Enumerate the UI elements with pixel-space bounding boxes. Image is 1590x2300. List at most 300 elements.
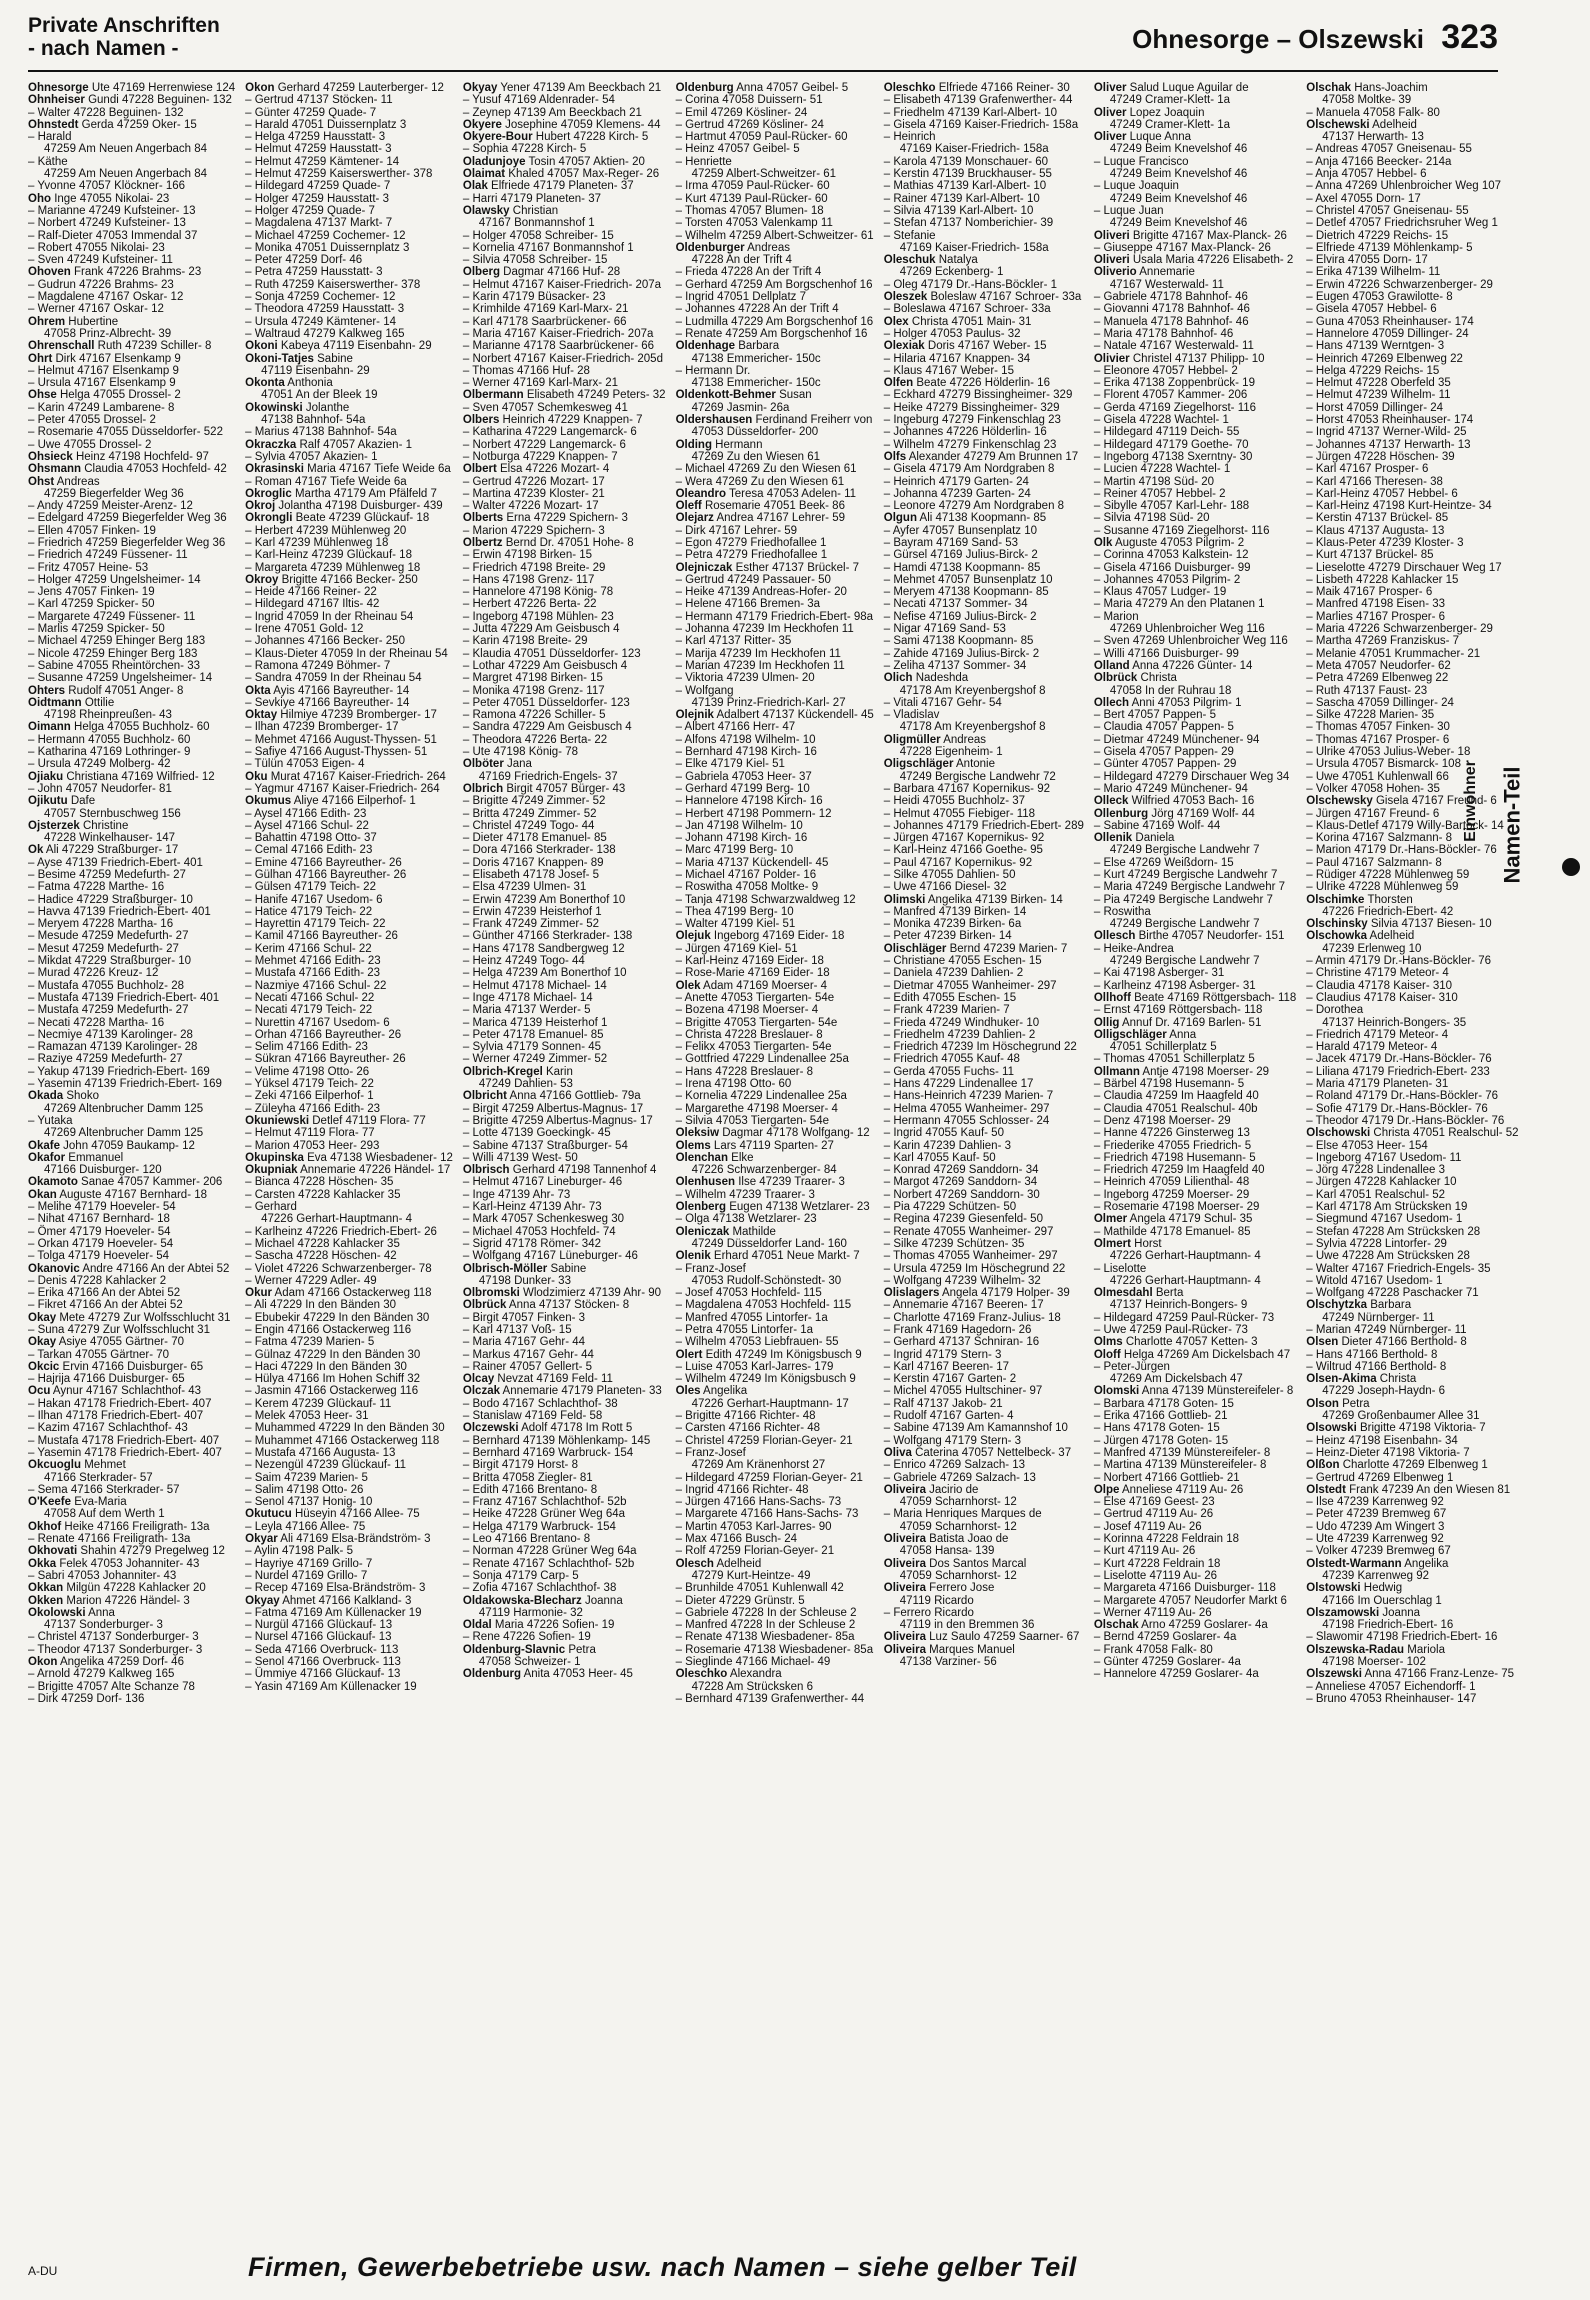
directory-entry: – Bernhard 47139 Grafenwerther- 44 (675, 1692, 865, 1705)
directory-entry: Olson Petra (1306, 1397, 1370, 1410)
directory-entry: Okka Felek 47053 Johanniter- 43 (28, 1557, 200, 1570)
directory-entry: – Saim 47239 Marien- 5 (245, 1471, 368, 1484)
directory-entry: Olmesdahl Berta (1093, 1287, 1184, 1300)
directory-entry: Olak Elfriede 47179 Planeten- 37 (462, 180, 634, 193)
directory-entry: – Udo 47239 Am Wingert 3 (1306, 1520, 1445, 1533)
directory-entry: – Renate 47166 Freiligrath- 13a (28, 1533, 191, 1546)
directory-entry: Olert Edith 47249 Im Königsbusch 9 (675, 1348, 862, 1361)
directory-entry: Oleschuk Natalya (883, 254, 978, 267)
directory-entry: Oliva Caterina 47057 Nettelbeck- 37 (883, 1446, 1072, 1459)
directory-entry: – Rene 47226 Sofien- 19 (462, 1631, 591, 1644)
directory-entry: – Gerhard 47137 Schniran- 16 (883, 1336, 1040, 1349)
directory-entry: – Harald (28, 131, 72, 144)
directory-entry: – Mesut 47259 Medefurth- 27 (28, 942, 179, 955)
directory-entry: 47198 Dunker- 33 (478, 1274, 571, 1287)
directory-entry: – Frank 47239 Marien- 7 (883, 1004, 1010, 1017)
directory-entry: – Claudia 47178 Kaiser- 310 (1306, 979, 1453, 992)
directory-entry: – Ute 47198 König- 78 (462, 746, 578, 759)
section-heading-line2: - nach Namen - (28, 37, 179, 60)
directory-entry: – Helmut 47055 Fiebiger- 118 (883, 807, 1036, 820)
directory-entry: – Gisela 47057 Pappen- 29 (1093, 746, 1234, 759)
page-title (1132, 18, 1498, 57)
directory-entry: – Petra 47259 Hausstatt- 3 (245, 266, 383, 279)
directory-entry: – Theodora 47226 Berta- 22 (462, 733, 608, 746)
directory-entry: – Bozena 47198 Moerser- 4 (675, 1004, 819, 1017)
directory-entry: Oidtmann Ottilie (28, 696, 115, 709)
directory-entry: 47226 Gerhart-Hauptmann- 4 (1109, 1250, 1261, 1263)
directory-entry: – Natale 47167 Westerwald- 11 (1093, 340, 1254, 353)
directory-entry: – Vitali 47167 Gehr- 54 (883, 696, 1002, 709)
directory-entry: Oldershausen Ferdinand Freiherr von (675, 414, 873, 427)
directory-entry: – Eleonore 47057 Hebbel- 2 (1093, 364, 1238, 377)
directory-entry: 47166 Duisburger- 120 (44, 1164, 162, 1177)
directory-entry: – Magdalene 47167 Oskar- 12 (28, 291, 184, 304)
directory-entry: – Roswitha (1093, 905, 1151, 918)
directory-entry: – Gabriele 47269 Salzach- 13 (883, 1471, 1036, 1484)
directory-entry: Ocu Aynur 47167 Schlachthof- 43 (28, 1385, 202, 1398)
directory-entry: – Christel 47057 Gneisenau- 55 (1306, 204, 1469, 217)
directory-entry: Olejnik Adalbert 47137 Kückendell- 45 (675, 709, 874, 722)
directory-entry: – Rose-Marie 47169 Eider- 18 (675, 967, 830, 980)
directory-entry: – Helga 47179 Warbruck- 154 (462, 1520, 616, 1533)
directory-entry: – Peter 47259 Dorf- 46 (245, 254, 363, 267)
directory-entry: – Gisela 47166 Duisburger- 99 (1093, 561, 1251, 574)
directory-entry: – Margot 47269 Sanddorn- 34 (883, 1176, 1038, 1189)
directory-entry: 47198 Friedrich-Ebert- 16 (1322, 1619, 1454, 1632)
directory-entry: – Ingeborg 47167 Usedom- 11 (1306, 1151, 1462, 1164)
directory-entry: – Silke 47055 Dahlien- 50 (883, 869, 1016, 881)
directory-entry: – Necati 47228 Martha- 16 (28, 1016, 165, 1029)
directory-entry: Okcuoglu Mehmet (28, 1459, 126, 1472)
directory-entry: – Gertrud 47137 Stöcken- 11 (245, 94, 393, 107)
directory-entry: – Mesude 47259 Medefurth- 27 (28, 930, 189, 943)
directory-entry: Olk Auguste 47053 Pilgrim- 2 (1093, 536, 1245, 549)
directory-entry: Olsowski Brigitte 47198 Viktoria- 7 (1306, 1422, 1486, 1435)
directory-entry: 47198 Moerser- 102 (1322, 1656, 1426, 1668)
directory-entry: – Bernhard 47169 Warbruck- 154 (462, 1446, 634, 1459)
directory-entry: – Manfred 47139 Münstereifeler- 8 (1093, 1446, 1271, 1459)
directory-entry: – Maria 47167 Kaiser-Friedrich- 207a (462, 327, 654, 340)
directory-entry: – Züleyha 47166 Edith- 23 (245, 1102, 381, 1115)
directory-entry: – Maria Henriques Marques de (883, 1508, 1042, 1521)
directory-entry: – Herbert 47239 Mühlenweg 20 (245, 524, 407, 537)
directory-entry: – Brunhilde 47051 Kuhlenwall 42 (675, 1582, 844, 1595)
directory-entry: – Waltraud 47279 Kalkweg 165 (245, 327, 405, 340)
directory-entry: – Brigitte 47259 Albertus-Magnus- 17 (462, 1114, 653, 1127)
directory-entry: – Corinna 47053 Kalkstein- 12 (1093, 549, 1249, 562)
directory-entry: – Mustafa 47166 Edith- 23 (245, 967, 381, 980)
directory-entry: Oldenburg Anita 47053 Heer- 45 (462, 1668, 633, 1681)
directory-entry: – Heike 47139 Andreas-Hofer- 20 (675, 586, 847, 599)
directory-entry: – Emil 47269 Kösliner- 24 (675, 106, 808, 119)
directory-entry: Ollmann Antje 47198 Moerser- 29 (1093, 1065, 1270, 1078)
directory-entry: – Frieda 47228 An der Trift 4 (675, 266, 822, 279)
directory-entry: Okken Marion 47226 Händel- 3 (28, 1594, 190, 1607)
directory-entry: – Jacek 47179 Dr.-Hans-Böckler- 76 (1306, 1053, 1492, 1066)
directory-entry: Olsen-Akima Christa (1306, 1373, 1417, 1386)
directory-column (463, 82, 666, 2162)
directory-entry: – Margareta 47239 Mühlenweg 18 (245, 561, 421, 574)
directory-entry: – Hildegard 47179 Goethe- 70 (1093, 438, 1249, 451)
directory-entry: – Stanislaw 47169 Feld- 58 (462, 1410, 603, 1423)
directory-entry: – Theodor 47137 Sonderburger- 3 (28, 1643, 203, 1656)
directory-entry: – Kerstin 47139 Bruckhauser- 55 (883, 168, 1052, 181)
directory-entry: – Sylvia 47057 Akazien- 1 (245, 450, 378, 463)
directory-entry: Okoni-Tatjes Sabine (245, 352, 353, 365)
directory-entry: – Käthe (28, 155, 68, 168)
directory-entry: Okupinska Eva 47138 Wiesbadener- 12 (245, 1151, 453, 1164)
directory-column (1094, 82, 1296, 2162)
directory-entry: – Ralf-Dieter 47053 Immendal 37 (28, 229, 198, 242)
directory-entry: 47226 Gerhart-Hauptmann- 4 (1109, 1274, 1261, 1287)
directory-entry: – Marion (1093, 610, 1139, 623)
directory-entry: – Felikx 47053 Tiergarten- 54e (675, 1041, 832, 1054)
directory-entry: – Theodor 47179 Dr.-Hans-Böckler- 76 (1306, 1114, 1505, 1127)
directory-entry: – Sandra 47229 Am Geisbusch 4 (462, 721, 632, 734)
directory-column (884, 82, 1084, 2162)
directory-entry: Olding Hermann (675, 438, 763, 451)
directory-entry: Okrongli Beate 47239 Glückauf- 18 (245, 512, 430, 525)
directory-entry: – Günter 47057 Pappen- 29 (1093, 758, 1237, 771)
directory-entry: – Luque Francisco (1093, 155, 1189, 168)
directory-entry: – Karl-Heinz 47239 Glückauf- 18 (245, 549, 412, 562)
directory-entry: Olczak Annemarie 47179 Planeten- 33 (462, 1385, 662, 1398)
directory-entry: 47249 Nürnberger- 11 (1322, 1311, 1435, 1324)
directory-entry: Okolowski Anna (28, 1606, 115, 1619)
directory-entry: Olenik Erhard 47051 Neue Markt- 7 (675, 1250, 860, 1263)
directory-entry: – Hanne 47226 Ginsterweg 13 (1093, 1127, 1250, 1140)
directory-entry: – Michael 47269 Zu den Wiesen 61 (675, 463, 857, 476)
directory-entry: – Sonja 47179 Carp- 5 (462, 1569, 579, 1582)
directory-entry: – Gabriele 47228 In der Schleuse 2 (675, 1606, 857, 1619)
directory-entry: – Sascha 47228 Höschen- 42 (245, 1250, 397, 1263)
directory-entry: – Jens 47057 Finken- 19 (28, 586, 155, 599)
directory-entry: – Gülsen 47179 Teich- 22 (245, 881, 376, 894)
directory-entry: – Holger 47053 Paulus- 32 (883, 327, 1021, 340)
directory-entry: – Thomas 47055 Wanheimer- 297 (883, 1250, 1058, 1263)
directory-entry: – Martha 47269 Franziskus- 7 (1306, 635, 1460, 648)
directory-entry: Oliverio Annemarie (1093, 266, 1195, 279)
directory-entry: – Gisela 47179 Am Nordgraben 8 (883, 463, 1055, 476)
directory-entry: – Mikdat 47229 Straßburger- 10 (28, 955, 192, 968)
directory-entry: – Maria 47167 Gehr- 44 (462, 1336, 586, 1349)
directory-entry: Ollenburg Jörg 47169 Wolf- 44 (1093, 807, 1255, 820)
directory-entry: – Giuseppe 47167 Max-Planck- 26 (1093, 241, 1271, 254)
directory-entry: – Kurt 47119 Au- 26 (1093, 1545, 1196, 1558)
directory-entry: – Carsten 47228 Kahlacker 35 (245, 1188, 401, 1201)
directory-entry: – Ilhan 47178 Friedrich-Ebert- 407 (28, 1410, 204, 1423)
directory-entry: – Norbert 47269 Sanddorn- 30 (883, 1188, 1040, 1201)
directory-entry: – Ferrero Ricardo (883, 1606, 974, 1619)
directory-entry: Okutucu Hüseyin 47166 Allee- 75 (245, 1508, 420, 1521)
directory-entry: Olbertz Bernd Dr. 47051 Hohe- 8 (462, 536, 634, 549)
directory-entry: – Slawomir 47198 Friedrich-Ebert- 16 (1306, 1631, 1498, 1644)
directory-entry: – Petra 47055 Lintorfer- 1a (675, 1323, 814, 1336)
directory-entry: – Necati 47137 Sommer- 34 (883, 598, 1028, 611)
directory-entry: 47051 Schillerplatz 5 (1109, 1041, 1217, 1054)
directory-entry: – Mustafa 47259 Medefurth- 27 (28, 1004, 189, 1017)
directory-entry: – Eugen 47053 Grawilotte- 8 (1306, 291, 1453, 304)
directory-entry: – Karl 47167 Prosper- 6 (1306, 463, 1429, 476)
directory-entry: – Barbara 47167 Kopernikus- 92 (883, 782, 1050, 795)
directory-entry: – Norbert 47166 Gottlieb- 21 (1093, 1471, 1240, 1484)
directory-entry: – Elisabeth 47178 Josef- 5 (462, 869, 600, 881)
directory-entry: – Nurdel 47169 Grillo- 7 (245, 1569, 368, 1582)
directory-entry: – Edelgard 47259 Biegerfelder Weg 36 (28, 512, 227, 525)
directory-entry: – Pia 47229 Schützen- 50 (883, 1201, 1017, 1214)
directory-entry: – Josef 47053 Hochfeld- 115 (675, 1287, 822, 1300)
directory-entry: – Hülya 47166 Im Hohen Schiff 32 (245, 1373, 421, 1386)
directory-entry: 47059 Scharnhorst- 12 (899, 1520, 1017, 1533)
directory-entry: – Karl-Heinz 47057 Hebbel- 6 (1306, 487, 1458, 500)
directory-entry: Olejniczak Esther 47137 Brückel- 7 (675, 561, 860, 574)
directory-entry: 47239 Karrenweg 92 (1322, 1569, 1430, 1582)
directory-entry: – Irene 47051 Gold- 12 (245, 623, 364, 636)
directory-entry: Olschowski Christa 47051 Realschul- 52 (1306, 1127, 1519, 1140)
directory-entry: Olfs Alexander 47279 Am Brunnen 17 (883, 450, 1079, 463)
directory-entry: – Jürgen 47228 Kahlacker 10 (1306, 1176, 1457, 1189)
directory-entry: Olms Charlotte 47057 Ketten- 3 (1093, 1336, 1258, 1349)
directory-entry: O'Keefe Eva-Maria (28, 1496, 127, 1509)
directory-entry: Olbrich-Kregel Karin (462, 1065, 573, 1078)
directory-entry: – Fikret 47166 An der Abtei 52 (28, 1299, 183, 1312)
directory-entry: – Marica 47139 Heisterhof 1 (462, 1016, 608, 1029)
directory-entry: Oligmüller Andreas (883, 733, 987, 746)
directory-entry: – Friederike 47055 Friedrich- 5 (1093, 1139, 1252, 1152)
directory-entry: – Klaus 47137 Augusta- 13 (1306, 524, 1445, 537)
directory-entry: – Liselotte (1093, 1262, 1147, 1275)
directory-entry: – Reiner 47057 Hebbel- 2 (1093, 487, 1226, 500)
directory-entry: Olbrisch-Möller Sabine (462, 1262, 587, 1275)
directory-entry: – Gudrun 47226 Brahms- 23 (28, 278, 174, 291)
directory-entry: – Konrad 47269 Sanddorn- 34 (883, 1164, 1039, 1177)
directory-entry: Oho Inge 47055 Nikolai- 23 (28, 192, 170, 205)
directory-entry: – Marion 47179 Dr.-Hans-Böckler- 76 (1306, 844, 1497, 857)
directory-entry: – Liliana 47179 Friedrich-Ebert- 233 (1306, 1065, 1490, 1078)
directory-entry: – Zofia 47167 Schlachthof- 38 (462, 1582, 617, 1595)
directory-entry: Olbert Elsa 47226 Mozart- 4 (462, 463, 610, 476)
directory-entry: Okafor Emmanuel (28, 1151, 124, 1164)
directory-entry: – Friedrich 47249 Füssener- 11 (28, 549, 188, 562)
directory-entry: – Franz-Josef (675, 1446, 746, 1459)
directory-entry: Olejarz Andrea 47167 Lehrer- 59 (675, 512, 845, 525)
directory-entry: 47138 Varziner- 56 (899, 1656, 997, 1668)
directory-entry: – Margarethe 47198 Moerser- 4 (675, 1102, 838, 1115)
directory-entry: – Christel 47259 Florian-Geyer- 21 (675, 1434, 853, 1447)
directory-entry: – Hannelore 47259 Goslarer- 4a (1093, 1668, 1259, 1681)
directory-entry: 47269 Altenbrucher Damm 125 (44, 1127, 204, 1140)
directory-entry: 47249 Beim Knevelshof 46 (1109, 217, 1248, 230)
directory-entry: – Inge 47178 Michael- 14 (462, 991, 593, 1004)
directory-entry: – Helmut 47167 Lineburger- 46 (462, 1176, 623, 1189)
directory-entry: 47057 Sternbuschweg 156 (44, 807, 181, 820)
directory-entry: – Gisela 47169 Kaiser-Friedrich- 158a (883, 118, 1079, 131)
directory-entry: 47166 Im Ouerschlag 1 (1322, 1594, 1442, 1607)
directory-entry: – Ilse 47239 Karrenweg 92 (1306, 1496, 1444, 1509)
directory-entry: – Andreas 47057 Gneisenau- 55 (1306, 143, 1472, 156)
directory-entry: – Sabine 47169 Wolf- 44 (1093, 819, 1221, 832)
directory-entry: – Ramazan 47139 Karolinger- 28 (28, 1041, 198, 1054)
directory-entry: – Karl 47137 Ritter- 35 (675, 635, 792, 648)
page-header (28, 14, 1498, 66)
footer-code: A-DU (28, 2264, 58, 2278)
directory-entry: – Michel 47055 Hultschiner- 97 (883, 1385, 1043, 1398)
directory-entry: – Christine 47179 Meteor- 4 (1306, 967, 1449, 980)
directory-entry: Olmert Horst (1093, 1237, 1162, 1250)
directory-entry: – Karin 47249 Lambarene- 8 (28, 401, 175, 414)
directory-entry: – Hans 47229 Lindenallee 17 (883, 1078, 1034, 1091)
side-tab-small: Einwohner (1461, 760, 1479, 842)
directory-entry: – Norbert 47229 Langemarck- 6 (462, 438, 626, 451)
directory-entry: – Leo 47166 Brentano- 8 (462, 1533, 591, 1546)
directory-entry: 47226 Friedrich-Ebert- 42 (1322, 905, 1454, 918)
directory-entry: – Marius 47138 Bahnhof- 54a (245, 426, 397, 439)
directory-entry: – Gisela 47057 Hebbel- 6 (1306, 303, 1437, 316)
directory-entry: – Anja 47057 Hebbel- 6 (1306, 168, 1427, 181)
directory-entry: – Hermann Dr. (675, 364, 751, 377)
directory-entry: – Friedrich 47055 Kauf- 48 (883, 1053, 1020, 1066)
directory-entry: – Hildegard 47119 Deich- 55 (1093, 426, 1240, 439)
directory-entry: – Else 47169 Geest- 23 (1093, 1496, 1215, 1509)
directory-entry: – Elfriede 47139 Möhlenkamp- 5 (1306, 241, 1473, 254)
directory-entry: – Roman 47167 Tiefe Weide 6a (245, 475, 407, 488)
directory-entry: Okyay Ahmet 47166 Kalkland- 3 (245, 1594, 412, 1607)
directory-entry: Olleck Wilfried 47053 Bach- 16 (1093, 795, 1255, 808)
directory-entry: – Silke 47228 Marien- 35 (1306, 709, 1435, 722)
directory-entry: – Ingeborg 47138 Sxerntny- 30 (1093, 450, 1253, 463)
directory-entry: Oliveira Jacirio de (883, 1483, 979, 1496)
directory-entry: – Sieglinde 47166 Michael- 49 (675, 1656, 831, 1668)
directory-entry: – Havva 47139 Friedrich-Ebert- 401 (28, 905, 211, 918)
directory-entry: 47137 Heinrich-Bongers- 9 (1109, 1299, 1248, 1312)
directory-entry: – Ingrid 47055 Kauf- 50 (883, 1127, 1004, 1140)
directory-entry: 47139 Prinz-Friedrich-Karl- 27 (691, 696, 846, 709)
directory-entry: 47169 Kaiser-Friedrich- 158a (899, 241, 1049, 254)
directory-entry: Ohnheiser Gundi 47228 Beguinen- 132 (28, 94, 232, 107)
directory-entry: Olawsky Christian (462, 204, 559, 217)
directory-entry: Ollhoff Beate 47169 Röttgersbach- 118 (1093, 991, 1297, 1004)
directory-entry: – Jürgen 47167 Freund- 6 (1306, 807, 1440, 820)
directory-entry: – Viktoria 47239 Ulmen- 20 (675, 672, 815, 685)
directory-entry: Oku Murat 47167 Kaiser-Friedrich- 264 (245, 770, 446, 783)
directory-entry: – Rolf 47259 Florian-Geyer- 21 (675, 1545, 835, 1558)
directory-entry: Ohnesorge Ute 47169 Herrenwiese 124 (28, 82, 236, 94)
directory-entry: Okafe John 47059 Baukamp- 12 (28, 1139, 195, 1152)
directory-entry: 47226 Schwarzenberger- 84 (691, 1164, 837, 1177)
directory-entry: – Murad 47226 Kreuz- 12 (28, 967, 159, 980)
directory-entry: – Gerhard (245, 1201, 297, 1214)
directory-entry: – Gertrud 47119 Au- 26 (1093, 1508, 1214, 1521)
directory-entry: – Hans 47178 Goten- 15 (1093, 1422, 1220, 1435)
directory-entry: – Heike-Andrea (1093, 942, 1174, 955)
directory-entry: – Jasmin 47166 Ostackerweg 116 (245, 1385, 419, 1398)
directory-entry: Olsen Dieter 47166 Berthold- 8 (1306, 1336, 1467, 1349)
directory-entry: – Dirk 47167 Lehrer- 59 (675, 524, 798, 537)
directory-entry: – Andy 47259 Meister-Arenz- 12 (28, 500, 193, 513)
directory-entry: – Vladislav (883, 709, 940, 722)
directory-entry: – Renate 47259 Am Borgschenhof 16 (675, 327, 868, 340)
directory-entry: – Necati 47179 Teich- 22 (245, 1004, 373, 1017)
directory-entry: 47119 Harmonie- 32 (478, 1606, 583, 1619)
directory-entry: – Yakup 47139 Friedrich-Ebert- 169 (28, 1065, 210, 1078)
directory-entry: 47058 Prinz-Albrecht- 39 (44, 327, 172, 340)
directory-entry: Okhof Heike 47166 Freiligrath- 13a (28, 1520, 210, 1533)
directory-entry: – Renate 47138 Wiesbadener- 85a (675, 1631, 855, 1644)
directory-entry: – Karola 47139 Monschauer- 60 (883, 155, 1049, 168)
directory-entry: – Tolga 47179 Hoeveler- 54 (28, 1250, 170, 1263)
directory-entry: Okur Adam 47166 Ostackerweg 118 (245, 1287, 432, 1300)
directory-entry: – Rosemarie 47138 Wiesbadener- 85a (675, 1643, 874, 1656)
directory-entry: Oliveri Brigitte 47167 Max-Planck- 26 (1093, 229, 1287, 242)
directory-entry: – Manfred 47139 Birken- 14 (883, 905, 1027, 918)
directory-entry: Oleschko Elfriede 47166 Reiner- 30 (883, 82, 1070, 94)
directory-entry: – Uwe 47055 Drossel- 2 (28, 438, 152, 451)
directory-entry: Olschytzka Barbara (1306, 1299, 1412, 1312)
directory-entry: – Dieter 47229 Grünstr. 5 (675, 1594, 805, 1607)
directory-entry: Olivier Christel 47137 Philipp- 10 (1093, 352, 1265, 365)
directory-entry: – Michael 47053 Hochfeld- 74 (462, 1225, 616, 1238)
directory-entry: 47269 Großenbaumer Allee 31 (1322, 1410, 1480, 1423)
directory-entry: – Marion 47229 Spichern- 3 (462, 524, 605, 537)
directory-entry: 47137 Heinrich-Bongers- 35 (1322, 1016, 1467, 1029)
directory-entry: – Magdalena 47137 Markt- 7 (245, 217, 393, 230)
directory-entry: – Brigitte 47166 Richter- 48 (675, 1410, 816, 1423)
directory-entry: 47249 Cramer-Klett- 1a (1109, 94, 1231, 107)
directory-entry: – Nefise 47169 Julius-Birck- 2 (883, 610, 1037, 623)
name-range: Ohnesorge – Olszewski (1132, 24, 1425, 54)
directory-entry: – Helga 47239 Am Bonerthof 10 (462, 967, 627, 980)
directory-entry: – Anna 47269 Uhlenbroicher Weg 107 (1306, 180, 1502, 193)
directory-entry: – Yvonne 47057 Klöckner- 166 (28, 180, 186, 193)
directory-entry: 47198 Rheinpreußen- 43 (44, 709, 172, 722)
directory-entry: – Edith 47055 Eschen- 15 (883, 991, 1017, 1004)
directory-entry: 47053 Rudolf-Schönstedt- 30 (691, 1274, 842, 1287)
directory-entry: – Manfred 47228 In der Schleuse 2 (675, 1619, 856, 1632)
directory-entry: Olejuk Ingeborg 47169 Eider- 18 (675, 930, 845, 943)
directory-entry: – Heike 47228 Grüner Weg 64a (462, 1508, 626, 1521)
directory-entry: 47058 Schweizer- 1 (478, 1656, 581, 1668)
directory-entry: – Else 47053 Heer- 154 (1306, 1139, 1428, 1152)
directory-entry: – Frank 47169 Hagedorn- 26 (883, 1323, 1032, 1336)
directory-entry: – Engin 47166 Ostackerweg 116 (245, 1323, 412, 1336)
directory-entry: – Sevkiye 47166 Bayreuther- 14 (245, 696, 410, 709)
directory-entry: – Heike 47279 Bissingheimer- 329 (883, 401, 1060, 414)
directory-entry: – Thomas 47057 Finken- 30 (1306, 721, 1450, 734)
directory-entry: – Heinz 47198 Eisenbahn- 34 (1306, 1434, 1458, 1447)
directory-entry: – Werner 47169 Karl-Marx- 21 (462, 377, 619, 390)
directory-entry: 47269 Altenbrucher Damm 125 (44, 1102, 204, 1115)
directory-entry: – Nezengül 47239 Glückauf- 11 (245, 1459, 407, 1472)
directory-entry: – Denz 47198 Moerser- 29 (1093, 1114, 1231, 1127)
directory-entry: – Peter-Jürgen (1093, 1360, 1170, 1373)
directory-entry: Oleandro Teresa 47053 Adelen- 11 (675, 487, 857, 500)
side-tab-label: Namen-Teil (1499, 766, 1525, 884)
directory-entry: – Barbara 47178 Goten- 15 (1093, 1397, 1234, 1410)
directory-entry: Ollig Annuf Dr. 47169 Barlen- 51 (1093, 1016, 1262, 1029)
directory-entry: – Meryem 47228 Martha- 16 (28, 918, 174, 931)
directory-entry: – Heinrich 47269 Elbenweg 22 (1306, 352, 1463, 365)
directory-entry: – Karl 47055 Kauf- 50 (883, 1151, 996, 1164)
directory-entry: Oleniczak Mathilde (675, 1225, 776, 1238)
directory-entry: – Kerstin 47167 Garten- 2 (883, 1373, 1017, 1386)
directory-entry: – Harri 47179 Planeten- 37 (462, 192, 601, 205)
directory-entry: – Franz 47167 Schlachthof- 52b (462, 1496, 627, 1509)
directory-entry: – Mustafa 47139 Friedrich-Ebert- 401 (28, 991, 220, 1004)
directory-entry: – Herbert 47198 Pommern- 12 (675, 807, 832, 820)
directory-entry: Olexiak Doris 47167 Weber- 15 (883, 340, 1047, 353)
directory-entry: Olszamowski Joanna (1306, 1606, 1421, 1619)
directory-entry: – Karl-Heinz 47166 Goethe- 95 (883, 844, 1043, 857)
